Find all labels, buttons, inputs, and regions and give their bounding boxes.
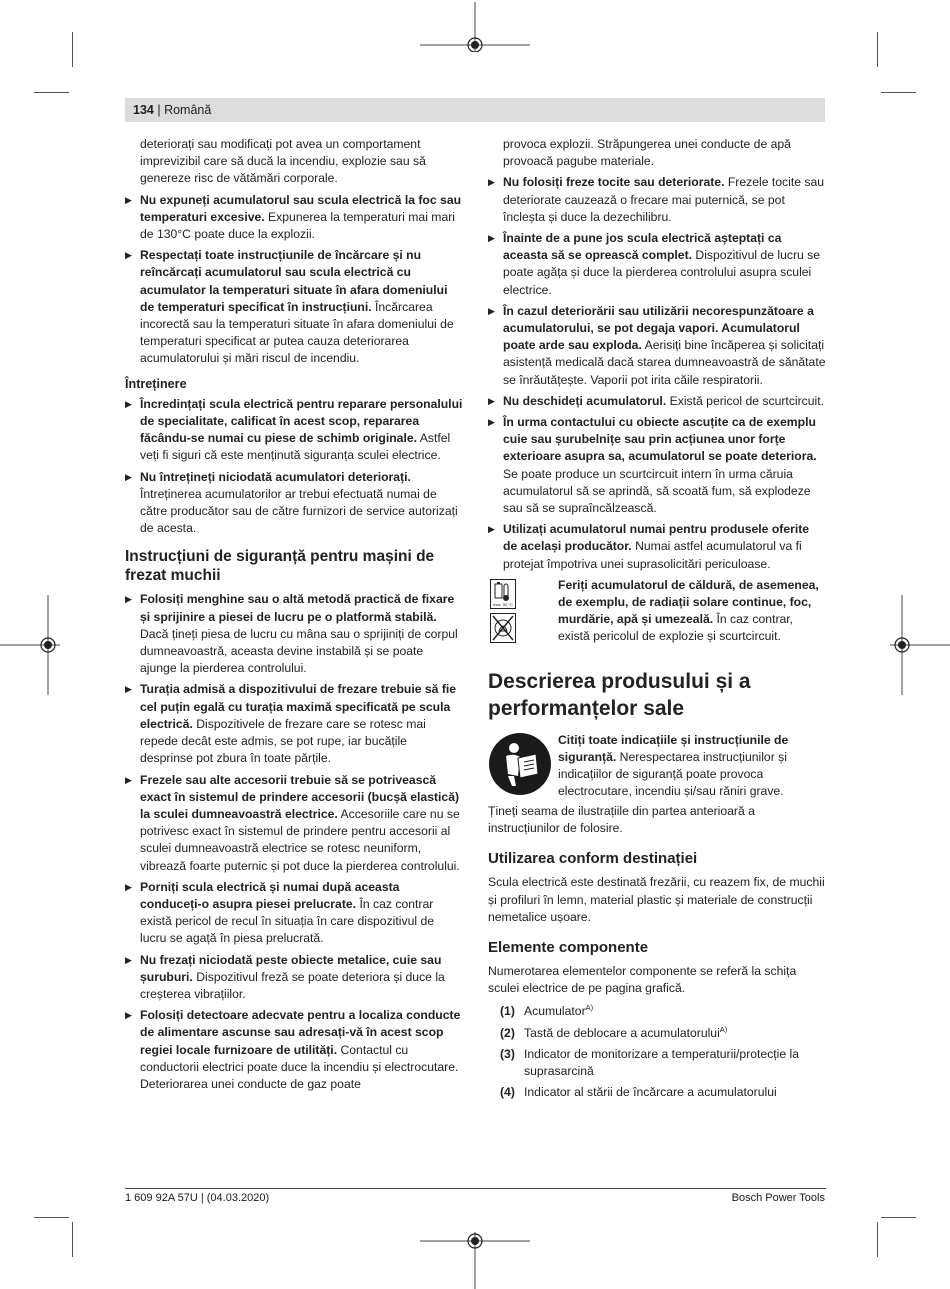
bullet-item: ▶ Nu întrețineți niciodată acumulatori deteriorați. Întreținerea acumulatorilor ar trebui efectuată numai de către producător sau de către furnizori de service autorizați de acesta.	[125, 469, 463, 538]
left-column	[125, 136, 463, 1097]
bullet-item: ▶ În urma contactului cu obiecte ascuțite ca de exemplu cuie sau șurubelnițe sau prin acțiunea unor forțe exterioare asupra sa, acumulatorul se poate deteriora. Se poate produce un scurtcircuit intern în urma căruia acumulatorul să se aprindă, să scoată fum, să explodeze sau să se supraîncălzească.	[488, 414, 826, 517]
crop-mark	[881, 92, 916, 93]
crop-mark	[877, 32, 878, 67]
bullet-item: ▶ Nu folosiți freze tocite sau deteriorate. Frezele tocite sau deteriorate cauzează o frecare mai puternică, se pot încleșta și duce la dezechilibru.	[488, 174, 826, 226]
crop-mark	[72, 32, 73, 67]
read-instructions-text: Citiți toate indicațiile și instrucțiunile de siguranță. Nerespectarea instrucțiunilor și indicațiilor de siguranță poate provoca electrocutare, incendiu și/sau răniri grave.	[558, 732, 789, 799]
registration-mark-icon	[420, 2, 530, 52]
temperature-limit-icon	[490, 579, 516, 609]
bullet-item: ▶ Folosiți detectoare adecvate pentru a localiza conducte de alimentare ascunse sau adresați-vă în acest scop regiei locale furnizoare de utilități. Contactul cu conductorii electrici poate duce la incendiu și electrocutare. Deteriorarea unei conducte de gaz poate	[125, 1007, 463, 1093]
section-heading: Instrucțiuni de siguranță pentru mașini de frezat muchii	[125, 548, 435, 585]
paragraph: Țineți seama de ilustrațiile din partea anterioară a instrucțiunilor de folosire.	[488, 803, 755, 836]
footer-rule	[125, 1188, 826, 1189]
subheading-intended-use: Utilizarea conform destinației	[488, 850, 698, 868]
crop-mark	[34, 92, 69, 93]
subheading-components: Elemente componente	[488, 938, 649, 956]
page-header-band	[125, 98, 825, 122]
bullet-item: ▶ Folosiți menghine sau o altă metodă practică de fixare și sprijinire a piesei de lucru pe o platformă stabilă. Dacă țineți piesa de lucru cu mâna sau o sprijiniți de corpul dumneavoastră, aceasta devine instabilă și se poate ajunge la pierderea controlului.	[125, 591, 463, 677]
crop-mark	[72, 1222, 73, 1257]
bullet-item: ▶ Porniți scula electrică și numai după aceasta conduceți-o asupra piesei prelucrate. În caz contrar există pericol de recul în situația în care dispozitivul de lucru se agață în piesa prelucrată.	[125, 879, 463, 948]
read-manual-icon	[488, 732, 552, 796]
registration-mark-icon	[420, 1232, 530, 1289]
page-header	[133, 103, 211, 117]
right-column	[488, 136, 826, 1105]
bullet-item: ▶ Nu frezați niciodată peste obiecte metalice, cuie sau șuruburi. Dispozitivul freză se poate deteriora și duce la creșterea vibrațiilor.	[125, 952, 463, 1004]
no-fire-water-icon	[490, 613, 516, 643]
paragraph: provoca explozii. Străpungerea unei conducte de apă provoacă pagube materiale.	[503, 137, 791, 169]
bullet-item: ▶ Nu expuneți acumulatorul sau scula electrică la foc sau temperaturi excesive. Expunerea la temperaturi mai mari de 130°C poate duce la explozii.	[125, 192, 463, 244]
paragraph: Numerotarea elementelor componente se referă la schița sculei electrice de pe pagina grafică.	[488, 963, 797, 996]
temperature-limit-label: max. 50 °C	[493, 601, 513, 607]
heat-warning	[488, 577, 826, 646]
heat-warning-text: Feriți acumulatorul de căldură, de asemenea, de exemplu, de radiații solare continue, foc, murdărie, apă și umezeală. În caz contrar, există pericolul de explozie și scurtcircuit.	[558, 577, 819, 644]
subheading-maintenance: Întreținere	[125, 376, 187, 391]
crop-mark	[34, 1217, 69, 1218]
component-item: (3) Indicator de monitorizare a temperaturii/protecție la suprasarcină	[500, 1046, 800, 1078]
footer-brand: Bosch Power Tools	[731, 1192, 825, 1204]
page-number: 134	[133, 103, 154, 117]
component-item: (2) Tastă de deblocare a acumulatorului$^{A)}$	[500, 1024, 728, 1040]
header-separator: |	[157, 103, 161, 117]
crop-mark	[877, 1222, 878, 1257]
paragraph: deteriorați sau modificați pot avea un comportament imprevizibil care să ducă la incendiu, explozie sau să genereze risc de vătămări corporale.	[140, 137, 426, 186]
component-item: (1) Acumulator$^{A)}$	[500, 1003, 594, 1019]
heat-icons	[488, 577, 558, 646]
section-heading-description: Descrierea produsului și a performanțelor sale	[488, 669, 751, 720]
bullet-item: ▶ În cazul deteriorării sau utilizării necorespunzătoare a acumulatorului, se pot degaja vapori. Acumulatorul poate arde sau exploda. Aerisiți bine încăperea și solicitați asistență medicală dacă starea dumneavoastră de sănătate se înrăutățește. Vaporii pot irita căile respiratorii.	[488, 303, 826, 389]
bullet-item: ▶ Respectați toate instrucțiunile de încărcare și nu reîncărcați acumulatorul sau scula electrică cu acumulator la temperaturi situate în afara domeniului de temperaturi specificat în instrucțiuni. Încărcarea incorectă sau la temperaturi situate în afara domeniului de temperaturi specificat ar putea cauza deteriorarea acumulatorului și mări riscul de incendiu.	[125, 247, 463, 367]
registration-mark-icon	[890, 595, 950, 695]
footer-doc-number: 1 609 92A 57U | (04.03.2020)	[125, 1192, 270, 1204]
read-instructions-warning	[488, 732, 826, 801]
component-item: (4) Indicator al stării de încărcare a acumulatorului	[500, 1085, 777, 1100]
bullet-item: ▶ Încredințați scula electrică pentru reparare personalului de specialitate, calificat în acest scop, repararea făcându-se numai cu piese de schimb originale. Astfel veți fi siguri că este menținută siguranța sculei electrice.	[125, 396, 463, 465]
crop-mark	[881, 1217, 916, 1218]
bullet-item: ▶ Nu deschideți acumulatorul. Există pericol de scurtcircuit.	[488, 393, 826, 410]
registration-mark-icon	[0, 595, 60, 695]
bullet-item: ▶ Turația admisă a dispozitivului de frezare trebuie să fie cel puțin egală cu turația maximă specificată pe scula electrică. Dispozitivele de frezare care se rotesc mai repede decât este admis, se pot rupe, iar bucățile desprinse pot zbura în toate părțile.	[125, 681, 463, 767]
bullet-item: ▶ Înainte de a pune jos scula electrică așteptați ca aceasta să se oprească complet. Dispozitivul de lucru se poate agăța și duce la pierderea controlului asupra sculei electrice.	[488, 230, 826, 299]
bullet-item: ▶ Frezele sau alte accesorii trebuie să se potrivească exact în sistemul de prindere accesorii (bucșă elastică) la sculei dumneavoastră electrice. Accesoriile care nu se potrivesc exact în sistemul de prindere pentru accesorii al sculei dumneavoastră electrice se rotesc neuniform, vibrează foarte puternic și pot duce la pierderea controlului.	[125, 772, 463, 875]
bullet-item: ▶ Utilizați acumulatorul numai pentru produsele oferite de același producător. Numai astfel acumulatorul va fi protejat împotriva unei suprasolicitări periculoase.	[488, 521, 826, 573]
header-language: Română	[164, 103, 212, 117]
paragraph: Scula electrică este destinată frezării, cu reazem fix, de muchii și profiluri în lemn, material plastic și materiale de construcții nemetalice ușoare.	[488, 875, 825, 924]
